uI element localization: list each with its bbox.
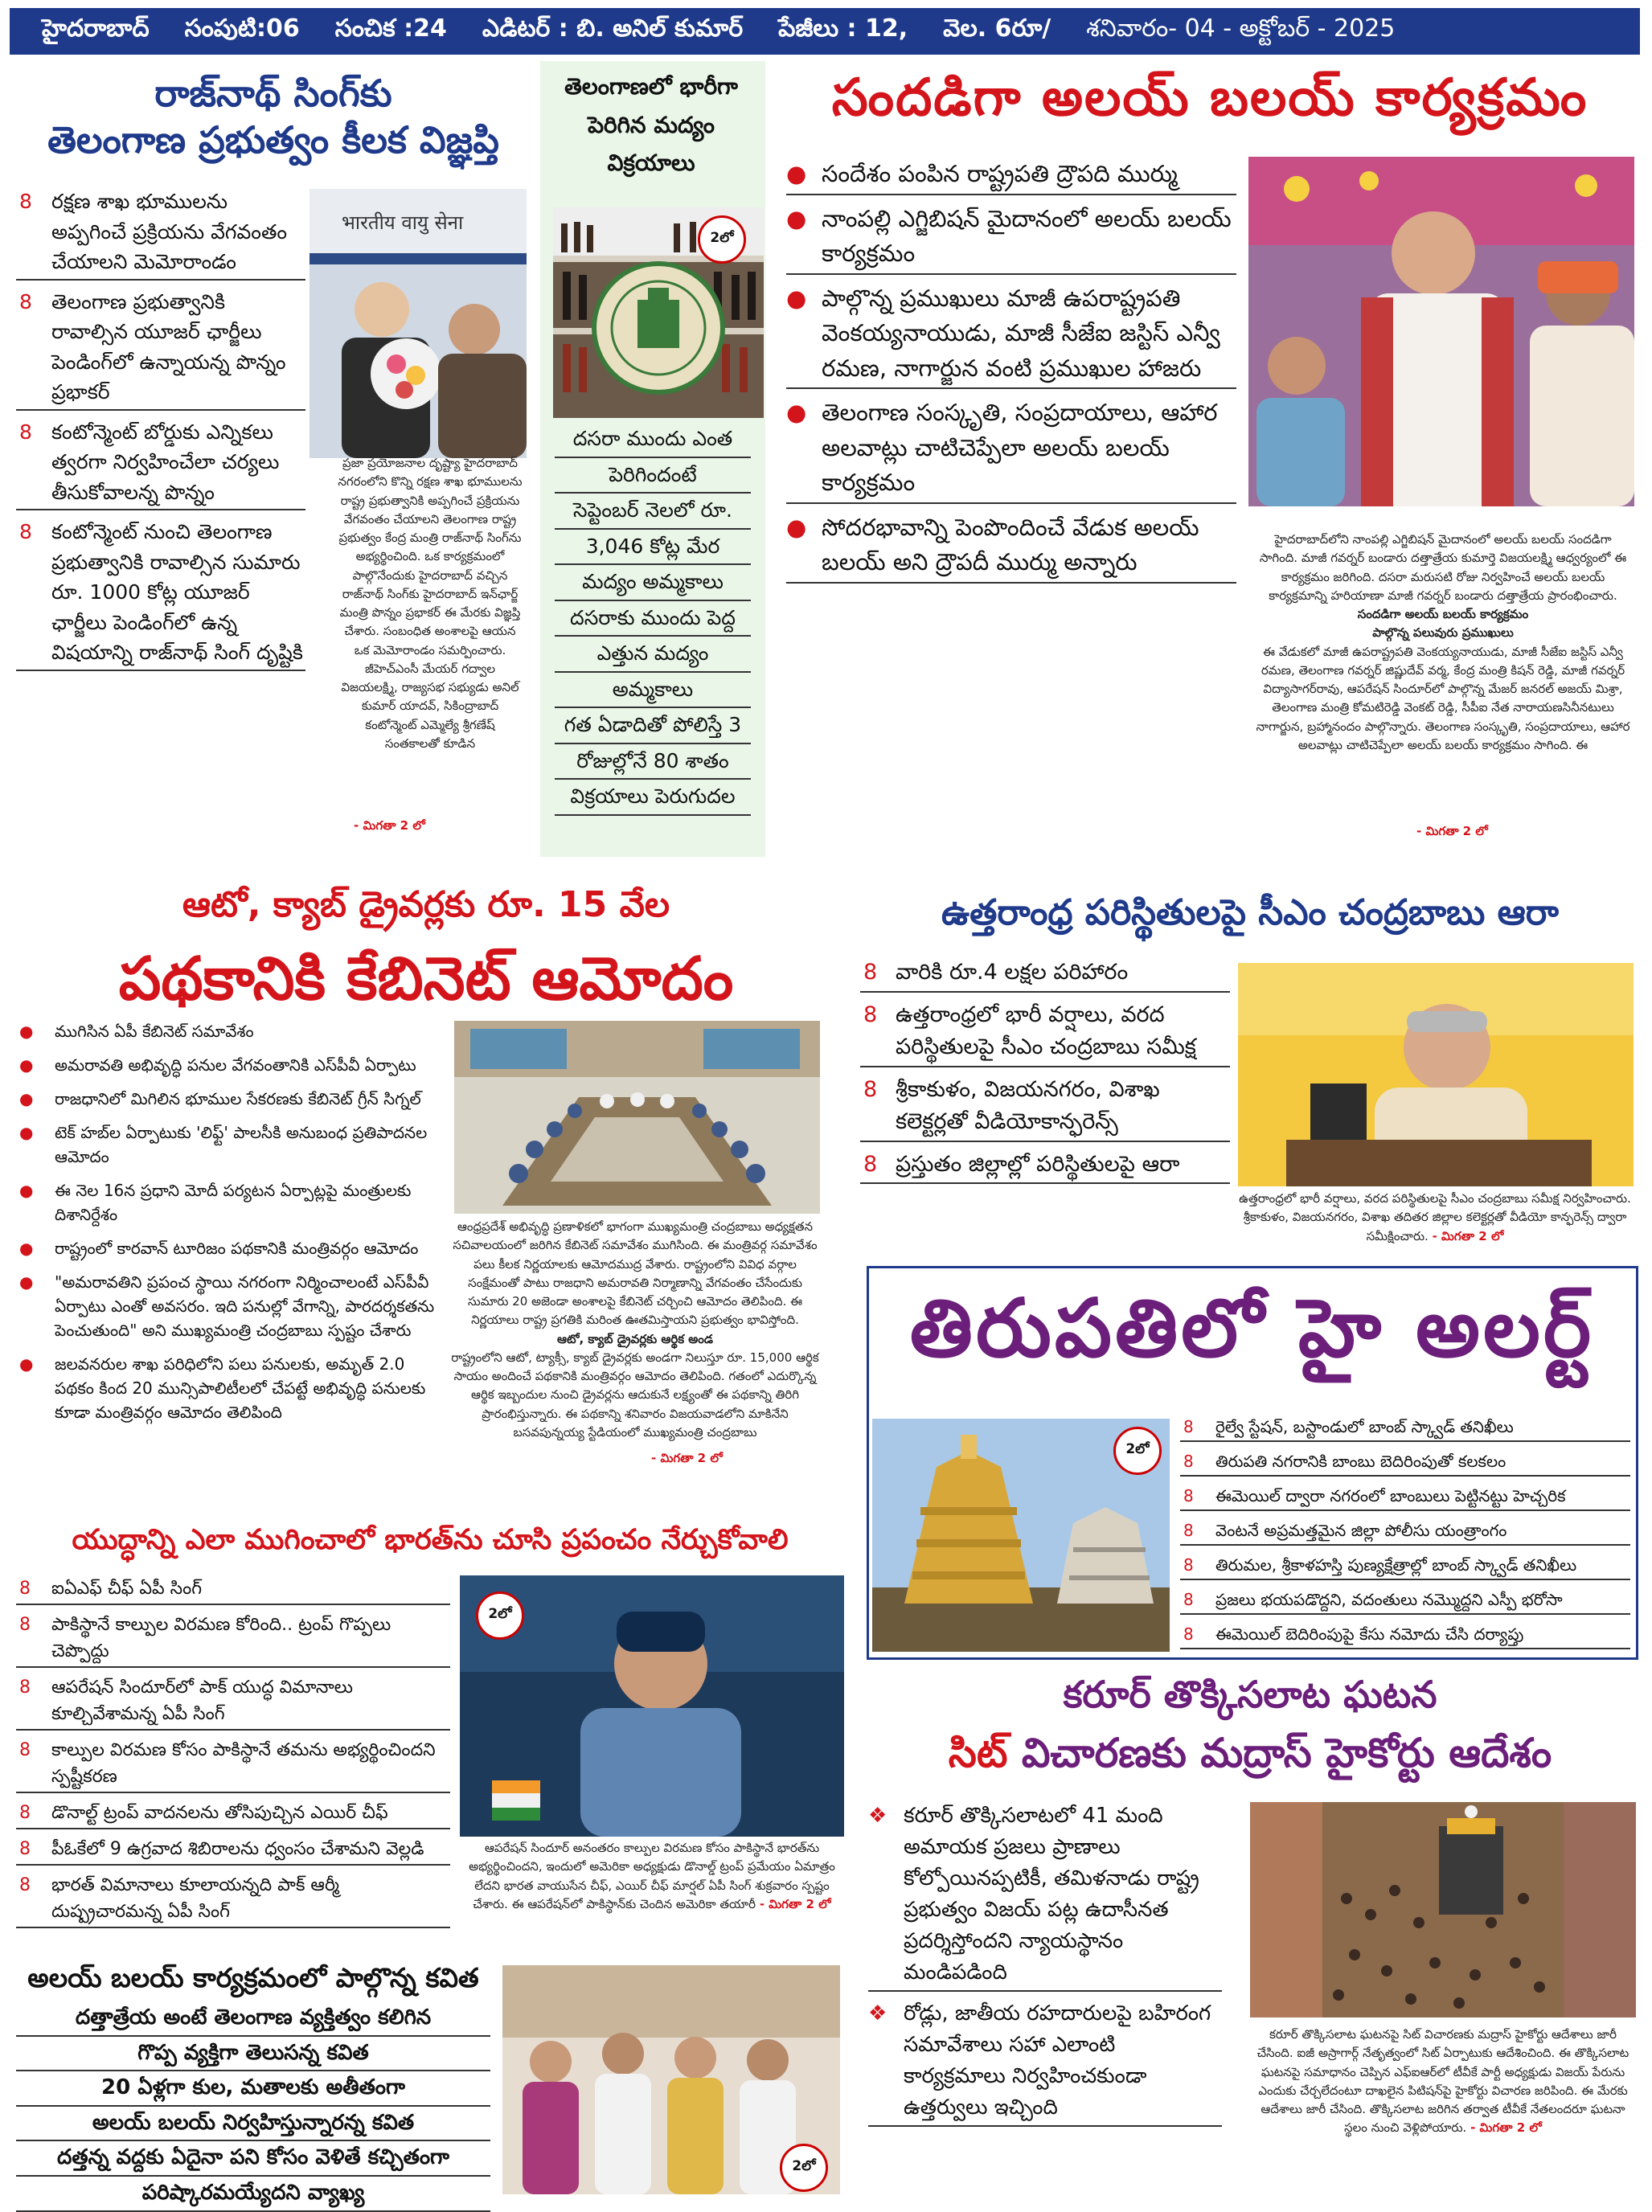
rajnath-caption: ప్రజా ప్రయోజనాల దృష్ట్యా హైదరాబాద్ నగరంలోని కొన్ని రక్షణ శాఖ భూములను రాష్ట్ర ప్రభుత్వానికి అప్పగించే ప్రక్రియను వేగవంతం చేయాలని తెలంగాణ రాష్ట్ర ప్రభుత్వం కేంద్ర మంత్రి రాజ్‌నాథ్ సింగ్‌ను అభ్యర్థించింది. ఒక కార్యక్రమంలో పాల్గొనేందుకు హైదరాబాద్ వచ్చిన రాజ్‌నాథ్ సింగ్‌కు హైదరాబాద్ ఇన్‌ఛార్జ్ మంత్రి పొన్నం ప్రభాకర్ ఈ మేరకు విజ్ఞప్తి చేశారు. సంబంధిత అంశాలపై ఆయన ఒక మెమోరాండం సమర్పించారు. జీహెచ్ఎంసీ మేయర్ గద్వాల విజయలక్ష్మి, రాజ్యసభ సభ్యుడు అనిల్ కుమార్ యాదవ్, సికింద్రాబాద్ కంటోన్మెంట్ ఎమ్మెల్యే శ్రీగణేష్ సంతకాలతో కూడిన xyxy=(338,456,523,751)
list-item: ❖ కరూర్ తొక్కిసలాటలో 41 మంది అమాయక ప్రజలు ప్రాణాలు కోల్పోయినప్పటికీ, తమిళనాడు రాష్ట్ర ప్రభుత్వం విజయ్ పట్ల ఉదాసీనత ప్రదర్శిస్తోందని న్యాయస్థానం మండిపడింది xyxy=(868,1800,1222,1992)
list-item: 8 కంటోన్మెంట్ నుంచి తెలంగాణ ప్రభుత్వానికి రావాల్సిన సుమారు రూ. 1000 కోట్ల యూజర్ ఛార్జీలు పెండింగ్‌లో ఉన్న విషయాన్ని రాజ్‌నాథ్ సింగ్ దృష్టికి xyxy=(16,517,305,671)
tirupati-temple-photo xyxy=(872,1419,1170,1652)
cabinet-kicker: ఆటో, క్యాబ్ డ్రైవర్లకు రూ. 15 వేల xyxy=(182,884,670,925)
page-2-badge: 2లో xyxy=(780,2144,828,2192)
list-item: ● రాజధానిలో మిగిలిన భూముల సేకరణకు కేబినెట్ గ్రీన్ సిగ్నల్ xyxy=(19,1087,445,1111)
masthead-bar xyxy=(10,8,1640,55)
masthead-editor: ఎడిటర్ : బి. అనిల్ కుమార్ xyxy=(482,14,744,43)
masthead-issue: సంచిక :24 xyxy=(334,14,447,43)
cabinet-headline: పథకానికి కేబినెట్ ఆమోదం xyxy=(118,944,734,1014)
kavitha-lines: దత్తాత్రేయ అంటే తెలంగాణ వ్యక్తిత్వం కలిగిన గొప్ప వ్యక్తిగా తెలుసన్న కవిత 20 ఏళ్లగా కుల, మతాలకు అతీతంగా అలయ్ బలయ్ నిర్వహిస్తున్నారన్న కవిత దత్తన్న వద్దకు ఏదైనా పని కోసం వెళితే కచ్చితంగా పరిష్కారమయ్యేదని వ్యాఖ్య xyxy=(16,2001,490,2212)
list-item: 8 రైల్వే స్టేషన్, బస్టాండులో బాంబ్ స్క్వాడ్ తనిఖీలు xyxy=(1180,1415,1630,1442)
uttarandhra-caption: ఉత్తరాంధ్రలో భారీ వర్షాలు, వరద పరిస్థితులపై సీఎం చంద్రబాబు సమీక్ష నిర్వహించారు. శ్రీకాకుళం, విజయనగరం, విశాఖ తదితర జిల్లాల కలెక్టర్లతో వీడియో కాన్ఫరెన్స్ ద్వారా సమీక్షించారు. - మిగతా 2 లో xyxy=(1239,1191,1631,1243)
list-item: 8 ప్రస్తుతం జిల్లాల్లో పరిస్థితులపై ఆరా xyxy=(860,1149,1230,1185)
list-item: 8 పాకిస్థానే కాల్పుల విరమణ కోరింది.. ట్రంప్ గొప్పలు చెప్పొద్దు xyxy=(16,1612,450,1668)
list-item: ● జలవనరుల శాఖ పరిధిలోని పలు పనులకు, అమృత్ 2.0 పథకం కింద 20 మున్సిపాలిటీలలో చేపట్టే అభివృద్ధి పనులకు కూడా మంత్రివర్గం ఆమోదం తెలిపింది xyxy=(19,1352,445,1424)
list-item: ● ఈ నెల 16న ప్రధాని మోదీ పర్యటన ఏర్పాట్లపై మంత్రులకు దిశానిర్దేశం xyxy=(19,1178,445,1227)
list-item: 8 డొనాల్ట్ ట్రంప్ వాదనలను తోసిపుచ్చిన ఎయిర్ చీఫ్ xyxy=(16,1800,450,1829)
karur-more-link[interactable]: - మిగతా 2 లో xyxy=(1470,2120,1542,2136)
liquor-photo xyxy=(553,207,764,418)
list-item: 8 రక్షణ శాఖ భూములను అప్పగించే ప్రక్రియను వేగవంతం చేయాలని మెమోరాండం xyxy=(16,186,305,281)
cabinet-meeting-photo xyxy=(454,1021,820,1214)
list-item: ● అమరావతి అభివృద్ధి పనుల వేగవంతానికి ఎస్‌పీవీ ఏర్పాటు xyxy=(19,1053,445,1077)
rajnath-photo xyxy=(309,189,527,458)
liquor-headline: తెలంగాణలో భారీగా పెరిగిన మద్యం విక్రయాలు xyxy=(564,73,738,177)
masthead-city: హైదరాబాద్ xyxy=(42,14,150,43)
alai-caption: హైదరాబాద్‌లోని నాంపల్లి ఎగ్జిబిషన్ మైదానంలో అలయ్ బలయ్ సందడిగా సాగింది. మాజీ గవర్నర్ బండారు దత్తాత్రేయ కుమార్తె విజయలక్ష్మి ఆధ్వర్యంలో ఈ కార్యక్రమం జరిగింది. దసరా మరుసటి రోజు నిర్వహించే అలయ్ బలయ్ కార్యక్రమాన్ని హరియాణా మాజీ గవర్నర్ బండారు దత్తాత్రేయ ప్రారంభించారు. సందడిగా అలయ్ బలయ్ కార్యక్రమం పాల్గొన్న పలువురు ప్రముఖులు ఈ వేడుకలో మాజీ ఉపరాష్ట్రపతి వెంకయ్యనాయుడు, మాజీ సీజేఐ జస్టిస్ ఎన్వీ రమణ, తెలంగాణ గవర్నర్ జిష్ణుదేవ్ వర్మ, కేంద్ర మంత్రి కిషన్ రెడ్డి, మాజీ గవర్నర్ విద్యాసాగర్‌రావు, ఆపరేషన్ సిందూర్‌లో పాల్గొన్న మేజర్ జనరల్ అజయ్ మిశ్రా, తెలంగాణ మంత్రి కోమటిరెడ్డి వెంకట్ రెడ్డి, సీపీఐ నేత నారాయణసినీనటులు నాగార్జున, బ్రహ్మానందం పాల్గొన్నారు. తెలంగాణ సంస్కృతి, సంప్రదాయాలు, ఆహార అలవాట్లు చాటిచెప్పేలా అలయ్ బలయ్ కార్యక్రమం సాగింది. ఈ xyxy=(1256,532,1630,752)
list-item: 8 ఈమెయిల్ ద్వారా నగరంలో బాంబులు పెట్టినట్టు హెచ్చరిక xyxy=(1180,1484,1630,1511)
list-item: 8 ఆపరేషన్ సిందూర్‌లో పాక్ యుద్ధ విమానాలు కూల్చివేశామన్న ఏపీ సింగ్ xyxy=(16,1674,450,1731)
masthead-pages: పేజీలు : 12, xyxy=(778,14,908,43)
list-item: 8 పీఓకేలో 9 ఉగ్రవాద శిబిరాలను ధ్వంసం చేశామని వెల్లడి xyxy=(16,1836,450,1866)
list-item: 8 తిరుపతి నగరానికి బాంబు బెదిరింపుతో కలకలం xyxy=(1180,1449,1630,1477)
list-item: ● రాష్ట్రంలో కారవాన్ టూరిజం పథకానికి మంత్రివర్గం ఆమోదం xyxy=(19,1236,445,1260)
list-item: 8 శ్రీకాకుళం, విజయనగరం, విశాఖ కలెక్టర్లతో వీడియోకాన్ఫరెన్స్ xyxy=(860,1074,1230,1142)
rajnath-points xyxy=(16,186,305,678)
alai-photo xyxy=(1248,157,1634,506)
karur-headline-1: కరూర్ తొక్కిసలాట ఘటన xyxy=(1063,1673,1437,1716)
karur-caption: కరూర్ తొక్కిసలాట ఘటనపై సిట్ విచారణకు మద్రాస్ హైకోర్టు ఆదేశాలు జారీ చేసింది. ఐజీ అస్రాగార్గ్ నేతృత్వంలో సిట్ ఏర్పాటుకు ఆదేశించింది. ఈ తొక్కిసలాట ఘటనపై సమాధానం చెప్పిన ఎఫ్ఐఆర్‌లో టీవీకే పార్టీ అధ్యక్షుడు విజయ్ పేరును ఎందుకు చేర్చలేదంటూ దాఖలైన పిటిషన్‌పై హైకోర్టు విచారణ జరిపింది. ఈ మేరకు ఆదేశాలు జారీ చేసింది. తొక్కిసలాట జరిగిన తర్వాత టీవీకే నేతలందరూ ఘటనా స్థలం నుంచి వెళ్లిపోయారు. - మిగతా 2 లో xyxy=(1256,2027,1629,2136)
alai-points xyxy=(786,157,1236,590)
list-item: 8 తిరుమల, శ్రీకాళహస్తి పుణ్యక్షేత్రాల్లో బాంబ్ స్క్వాడ్ తనిఖీలు xyxy=(1180,1553,1630,1580)
list-item: ● ముగిసిన ఏపీ కేబినెట్ సమావేశం xyxy=(19,1019,445,1043)
masthead-volume: సంపుటి:06 xyxy=(184,14,300,43)
karur-headline-2: సిట్ విచారణకు మద్రాస్ హైకోర్టు ఆదేశం xyxy=(948,1730,1552,1776)
uttarandhra-headline: ఉత్తరాంధ్ర పరిస్థితులపై సీఎం చంద్రబాబు ఆరా xyxy=(941,892,1559,933)
chandrababu-photo xyxy=(1238,963,1634,1186)
list-item: 8 ఉత్తరాంధ్రలో భారీ వర్షాలు, వరద పరిస్థితులపై సీఎం చంద్రబాబు సమీక్ష xyxy=(860,999,1230,1067)
alai-headline: సందడిగా అలయ్ బలయ్ కార్యక్రమం xyxy=(831,68,1588,128)
war-headline: యుద్ధాన్ని ఎలా ముగించాలో భారత్‌ను చూసి ప్రపంచం నేర్చుకోవాలి xyxy=(72,1524,789,1556)
list-item: ● నాంపల్లి ఎగ్జిబిషన్ మైదానంలో అలయ్ బలయ్ కార్యక్రమం xyxy=(786,202,1236,275)
kavitha-photo xyxy=(502,1965,840,2194)
list-item: 8 ఐఏఎఫ్ చీఫ్ ఏపీ సింగ్ xyxy=(16,1575,450,1605)
list-item: ● తెలంగాణ సంస్కృతి, సంప్రదాయాలు, ఆహార అలవాట్లు చాటిచెప్పేలా అలయ్ బలయ్ కార్యక్రమం xyxy=(786,395,1236,504)
cabinet-caption: ఆంధ్రప్రదేశ్ అభివృద్ధి ప్రణాళికలో భాగంగా ముఖ్యమంత్రి చంద్రబాబు అధ్యక్షతన సచివాలయంలో జరిగిన కేబినెట్ సమావేశం ముగిసింది. ఈ మంత్రివర్గ సమావేశం పలు కీలక నిర్ణయాలకు ఆమోదముద్ర వేశారు. రాష్ట్రంలోని వివిధ వర్గాల సంక్షేమంతో పాటు రాజధాని అమరావతి నిర్మాణాన్ని వేగవంతం చేసేందుకు సుమారు 20 అజెండా అంశాలపై కేబినెట్ చర్చించి ఆమోదం తెలిపింది. ఈ నిర్ణయాలు రాష్ట్ర ప్రగతికి మరింత ఊతమిస్తాయని ప్రభుత్వం భావిస్తోంది. ఆటో, క్యాబ్ డ్రైవర్లకు ఆర్థిక అండ రాష్ట్రంలోని ఆటో, ట్యాక్సీ, క్యాబ్ డ్రైవర్లకు అండగా నిలుస్తూ రూ. 15,000 ఆర్థిక సాయం అందించే పథకానికి మంత్రివర్గం ఆమోదం తెలిపింది. గతంలో ఎదుర్కొన్న ఆర్థిక ఇబ్బందుల నుంచి డ్రైవర్లను ఆదుకునే లక్ష్యంతో ఈ పథకాన్ని తిరిగి ప్రారంభిస్తున్నారు. ఈ పథకాన్ని శనివారం విజయవాడలోని మాకినేని బసవపున్నయ్య స్టేడియంలో ముఖ్యమంత్రి చంద్రబాబు xyxy=(451,1219,819,1440)
rajnath-more-link[interactable]: - మిగతా 2 లో xyxy=(354,818,425,833)
list-item: ❖ రోడ్లు, జాతీయ రహదారులపై బహిరంగ సమావేశాలు సహా ఎలాంటి కార్యక్రమాలు నిర్వహించకుండా ఉత్తర్వులు ఇచ్చింది xyxy=(868,1998,1222,2127)
list-item: 8 తెలంగాణ ప్రభుత్వానికి రావాల్సిన యూజర్ ఛార్జీలు పెండింగ్‌లో ఉన్నాయన్న పొన్నం ప్రభాకర్ xyxy=(16,287,305,411)
list-item: ● "అమరావతిని ప్రపంచ స్థాయి నగరంగా నిర్మించాలంటే ఎస్‌పీవీ ఏర్పాటు ఎంతో అవసరం. ఇది పనుల్లో వేగాన్ని, పారదర్శకతను పెంచుతుంది" అని ముఖ్యమంత్రి చంద్రబాబు స్పష్టం చేశారు xyxy=(19,1270,445,1342)
tirupati-headline: తిరుపతిలో హై అలర్ట్ xyxy=(909,1281,1595,1375)
alai-more-link[interactable]: - మిగతా 2 లో xyxy=(1416,824,1488,838)
uttarandhra-more-link[interactable]: - మిగతా 2 లో xyxy=(1432,1228,1504,1243)
page-2-badge: 2లో xyxy=(698,215,746,264)
cabinet-points xyxy=(19,1019,445,1434)
list-item: ● టెక్ హబ్‌ల ఏర్పాటుకు 'లిఫ్ట్' పాలసీకి అనుబంధ ప్రతిపాదనల ఆమోదం xyxy=(19,1120,445,1169)
masthead-price: వెల. 6రూ/ xyxy=(943,14,1051,43)
war-more-link[interactable]: - మిగతా 2 లో xyxy=(759,1896,831,1911)
liquor-body: దసరా ముందు ఎంత పెరిగిందంటే సెప్టెంబర్ నెలలో రూ. 3,046 కోట్ల మేర మద్యం అమ్మకాలు దసరాకు ముందు పెద్ద ఎత్తున మద్యం అమ్మకాలు గత ఏడాదితో పోలిస్తే 3 రోజుల్లోనే 80 శాతం విక్రయాలు పెరుగుదల xyxy=(555,422,751,816)
list-item: ● సందేశం పంపిన రాష్ట్రపతి ద్రౌపది ముర్ము xyxy=(786,157,1236,195)
page-2-badge: 2లో xyxy=(476,1591,524,1640)
list-item: ● సోదరభావాన్ని పెంపొందించే వేడుక అలయ్ బలయ్ అని ద్రౌపదీ ముర్ము అన్నారు xyxy=(786,510,1236,584)
list-item: 8 కాల్పుల విరమణ కోసం పాకిస్థానే తమను అభ్యర్థించిందని స్పష్టీకరణ xyxy=(16,1737,450,1793)
iaf-chief-photo xyxy=(460,1575,844,1837)
war-points xyxy=(16,1575,450,1935)
uttarandhra-points xyxy=(860,956,1230,1190)
page-2-badge: 2లో xyxy=(1113,1427,1162,1475)
list-item: 8 ప్రజలు భయపడొద్దని, వదంతులు నమ్మొద్దని ఎస్పీ భరోసా xyxy=(1180,1587,1630,1615)
tirupati-points xyxy=(1180,1415,1630,1657)
cabinet-more-link[interactable]: - మిగతా 2 లో xyxy=(651,1451,723,1465)
list-item: 8 కంటోన్మెంట్ బోర్డుకు ఎన్నికలు త్వరగా నిర్వహించేలా చర్యలు తీసుకోవాలన్న పొన్నం xyxy=(16,417,305,511)
list-item: 8 వెంటనే అప్రమత్తమైన జిల్లా పోలీసు యంత్రాంగం xyxy=(1180,1518,1630,1546)
aircraft-lettering: भारतीय वायु सेना xyxy=(342,211,464,234)
list-item: 8 వారికి రూ.4 లక్షల పరిహారం xyxy=(860,956,1230,993)
war-caption: ఆపరేషన్ సిందూర్ అనంతరం కాల్పుల విరమణ కోసం పాకిస్థానే భారత్‌ను అభ్యర్థించిందని, ఇందులో అమెరికా అధ్యక్షుడు డొనాల్డ్ ట్రంప్ ప్రమేయం ఏమాత్రం లేదని భారత వాయుసేన చీఫ్, ఎయిర్ చీఫ్ మార్షల్ ఏపీ సింగ్ శుక్రవారం స్పష్టం చేశారు. ఈ ఆపరేషన్‌లో పాకిస్థాన్‌కు చెందిన అమెరికా తయారీ - మిగతా 2 లో xyxy=(469,1841,835,1911)
kavitha-headline: అలయ్ బలయ్ కార్యక్రమంలో పాల్గొన్న కవిత xyxy=(27,1962,479,1993)
masthead-date: శనివారం- 04 - అక్టోబర్ - 2025 xyxy=(1086,14,1396,43)
list-item: 8 ఈమెయిల్ బెదిరింపుపై కేసు నమోదు చేసి దర్యాప్తు xyxy=(1180,1622,1630,1649)
list-item: 8 భారత్ విమానాలు కూలాయన్నది పాక్ ఆర్మీ దుష్ప్రచారమన్న ఏపీ సింగ్ xyxy=(16,1872,450,1928)
list-item: ● పాల్గొన్న ప్రముఖులు మాజీ ఉపరాష్ట్రపతి వెంకయ్యనాయుడు, మాజీ సీజేఐ జస్టిస్ ఎన్వీ రమణ, నాగార్జున వంటి ప్రముఖుల హాజరు xyxy=(786,281,1236,390)
karur-points xyxy=(868,1800,1222,2133)
karur-crowd-photo xyxy=(1250,1802,1636,2017)
rajnath-headline: రాజ్‌నాథ్ సింగ్‌కు తెలంగాణ ప్రభుత్వం కీలక విజ్ఞప్తి xyxy=(47,72,499,162)
